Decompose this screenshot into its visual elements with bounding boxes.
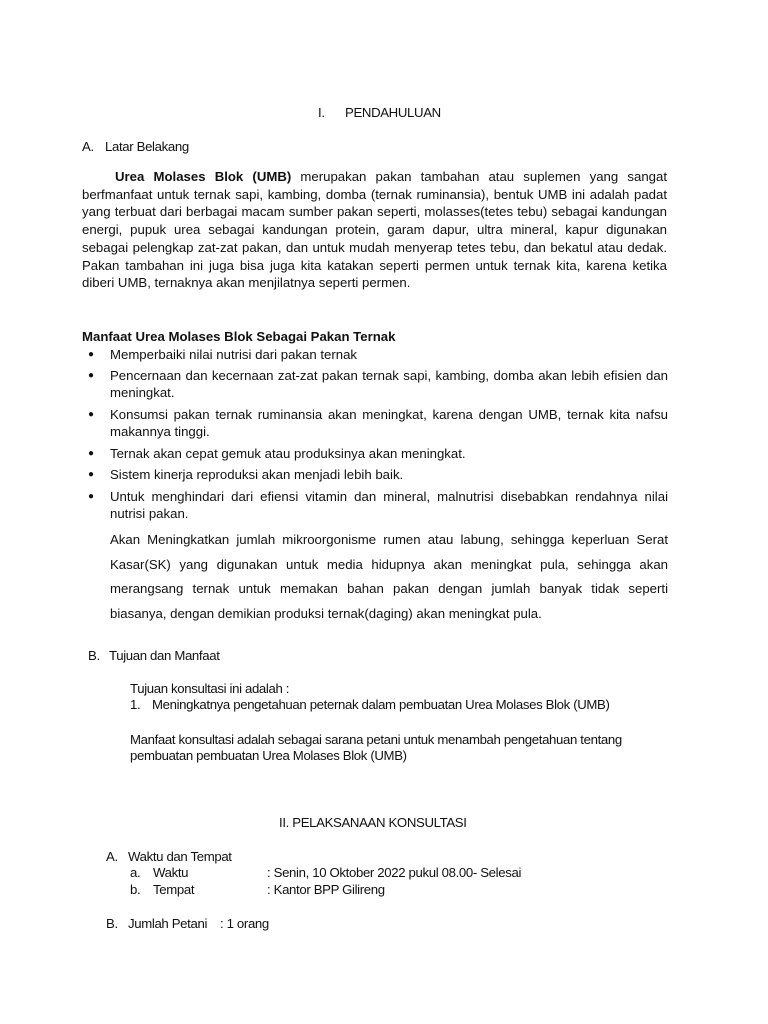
section-2b-title: Jumlah Petani xyxy=(128,916,208,931)
intro-text: merupakan pakan tambahan atau suplemen yang sangat berfmanfaat untuk ternak sapi, kambing, domba (ternak ruminansia), bentuk UMB ini adalah padat yang terbuat dari berbagai macam sumber pakan seperti, molasses(tetes tebu) sebagai kandungan energi, pupuk urea sebagai kandungan protein, garam dapur, ultra mineral, kapur digunakan sebagai pelengkap zat-zat pakan, dan untuk mudah menyerap tetes tebu, dan bekatul atau dedak. Pakan tambahan ini juga bisa juga kita katakan seperti permen untuk ternak kita, karena ketika diberi UMB, ternaknya akan menjilatnya seperti permen. xyxy=(82,169,667,291)
list-item xyxy=(82,367,668,402)
section-b-heading xyxy=(88,647,220,665)
tujuan-item-text: Meningkatnya pengetahuan peternak dalam pembuatan Urea Molases Blok (UMB) xyxy=(152,697,610,712)
manfaat-line-2: pembuatan pembuatan Urea Molases Blok (UMB) xyxy=(130,748,407,763)
closing-paragraph: Akan Meningkatkan jumlah mikroorgonisme rumen atau labung, sehingga keperluan Serat Kasar(SK) yang digunakan untuk media hidupnya akan meningkat pula, sehingga akan merangsang ternak untuk memakan bahan pakan dengan jumlah banyak tidak seperti biasanya, dengan demikian produksi ternak(daging) akan meningkat pula. xyxy=(110,532,668,621)
waktu-key: Waktu xyxy=(153,865,189,880)
list-item-text: Pencernaan dan kecernaan zat-zat pakan ternak sapi, kambing, domba akan lebih efisien dan meningkat. xyxy=(110,367,668,400)
tempat-value: : Kantor BPP Gilireng xyxy=(267,882,385,897)
bullet-icon: ● xyxy=(88,469,95,480)
list-item xyxy=(82,466,668,484)
jumlah-petani-value: : 1 orang xyxy=(220,916,269,931)
list-item-text: Untuk menghindari dari efiensi vitamin dan mineral, malnutrisi disebabkan rendahnya nilai nutrisi pakan. xyxy=(110,488,668,521)
intro-paragraph xyxy=(82,168,667,292)
section-2a-label: A. xyxy=(106,849,118,864)
list-item-text: Ternak akan cepat gemuk atau produksinya akan meningkat. xyxy=(110,445,466,461)
tujuan-item-number: 1. xyxy=(130,697,141,712)
tujuan-intro: Tujuan konsultasi ini adalah : xyxy=(130,681,290,696)
section-a-heading xyxy=(82,138,189,156)
section-b-label: B. xyxy=(88,648,100,663)
bullet-icon: ● xyxy=(88,408,95,420)
section-a-title: Latar Belakang xyxy=(105,139,189,154)
bullet-icon: ● xyxy=(88,490,95,502)
manfaat-line-1: Manfaat konsultasi adalah sebagai sarana petani untuk menambah pengetahuan tentang xyxy=(130,732,622,747)
tempat-row xyxy=(130,881,385,899)
section-a-label: A. xyxy=(82,139,94,154)
section-2a-heading xyxy=(106,848,232,866)
section-2b-label: B. xyxy=(106,916,118,931)
tempat-key: Tempat xyxy=(153,882,195,897)
section-2a-title: Waktu dan Tempat xyxy=(128,849,232,864)
section-1-number: I. xyxy=(318,105,325,120)
section-b-title: Tujuan dan Manfaat xyxy=(109,648,220,663)
bullet-icon: ● xyxy=(88,349,95,360)
list-item xyxy=(82,488,668,523)
waktu-label: a. xyxy=(130,865,141,880)
section-2b-heading xyxy=(106,915,269,933)
tempat-label: b. xyxy=(130,882,141,897)
benefits-list xyxy=(82,346,668,523)
bullet-icon: ● xyxy=(88,447,95,459)
waktu-value: : Senin, 10 Oktober 2022 pukul 08.00- Selesai xyxy=(267,865,522,880)
list-item-text: Konsumsi pakan ternak ruminansia akan meningkat, karena dengan UMB, ternak kita nafsu makannya tinggi. xyxy=(110,406,668,439)
list-item xyxy=(82,406,668,441)
list-item xyxy=(82,445,668,463)
list-item-text: Memperbaiki nilai nutrisi dari pakan ternak xyxy=(110,347,358,362)
intro-bold-term: Urea Molases Blok (UMB) xyxy=(115,169,292,184)
section-2-heading: II. PELAKSANAAN KONSULTASI xyxy=(279,815,467,830)
list-item-text: Sistem kinerja reproduksi akan menjadi lebih baik. xyxy=(110,467,404,482)
bullet-icon: ● xyxy=(88,369,95,381)
waktu-row xyxy=(130,864,522,882)
benefits-heading: Manfaat Urea Molases Blok Sebagai Pakan Ternak xyxy=(82,329,396,344)
tujuan-item xyxy=(130,696,610,714)
section-1-heading xyxy=(318,104,441,122)
list-item xyxy=(82,346,668,364)
section-1-title: PENDAHULUAN xyxy=(345,105,441,120)
